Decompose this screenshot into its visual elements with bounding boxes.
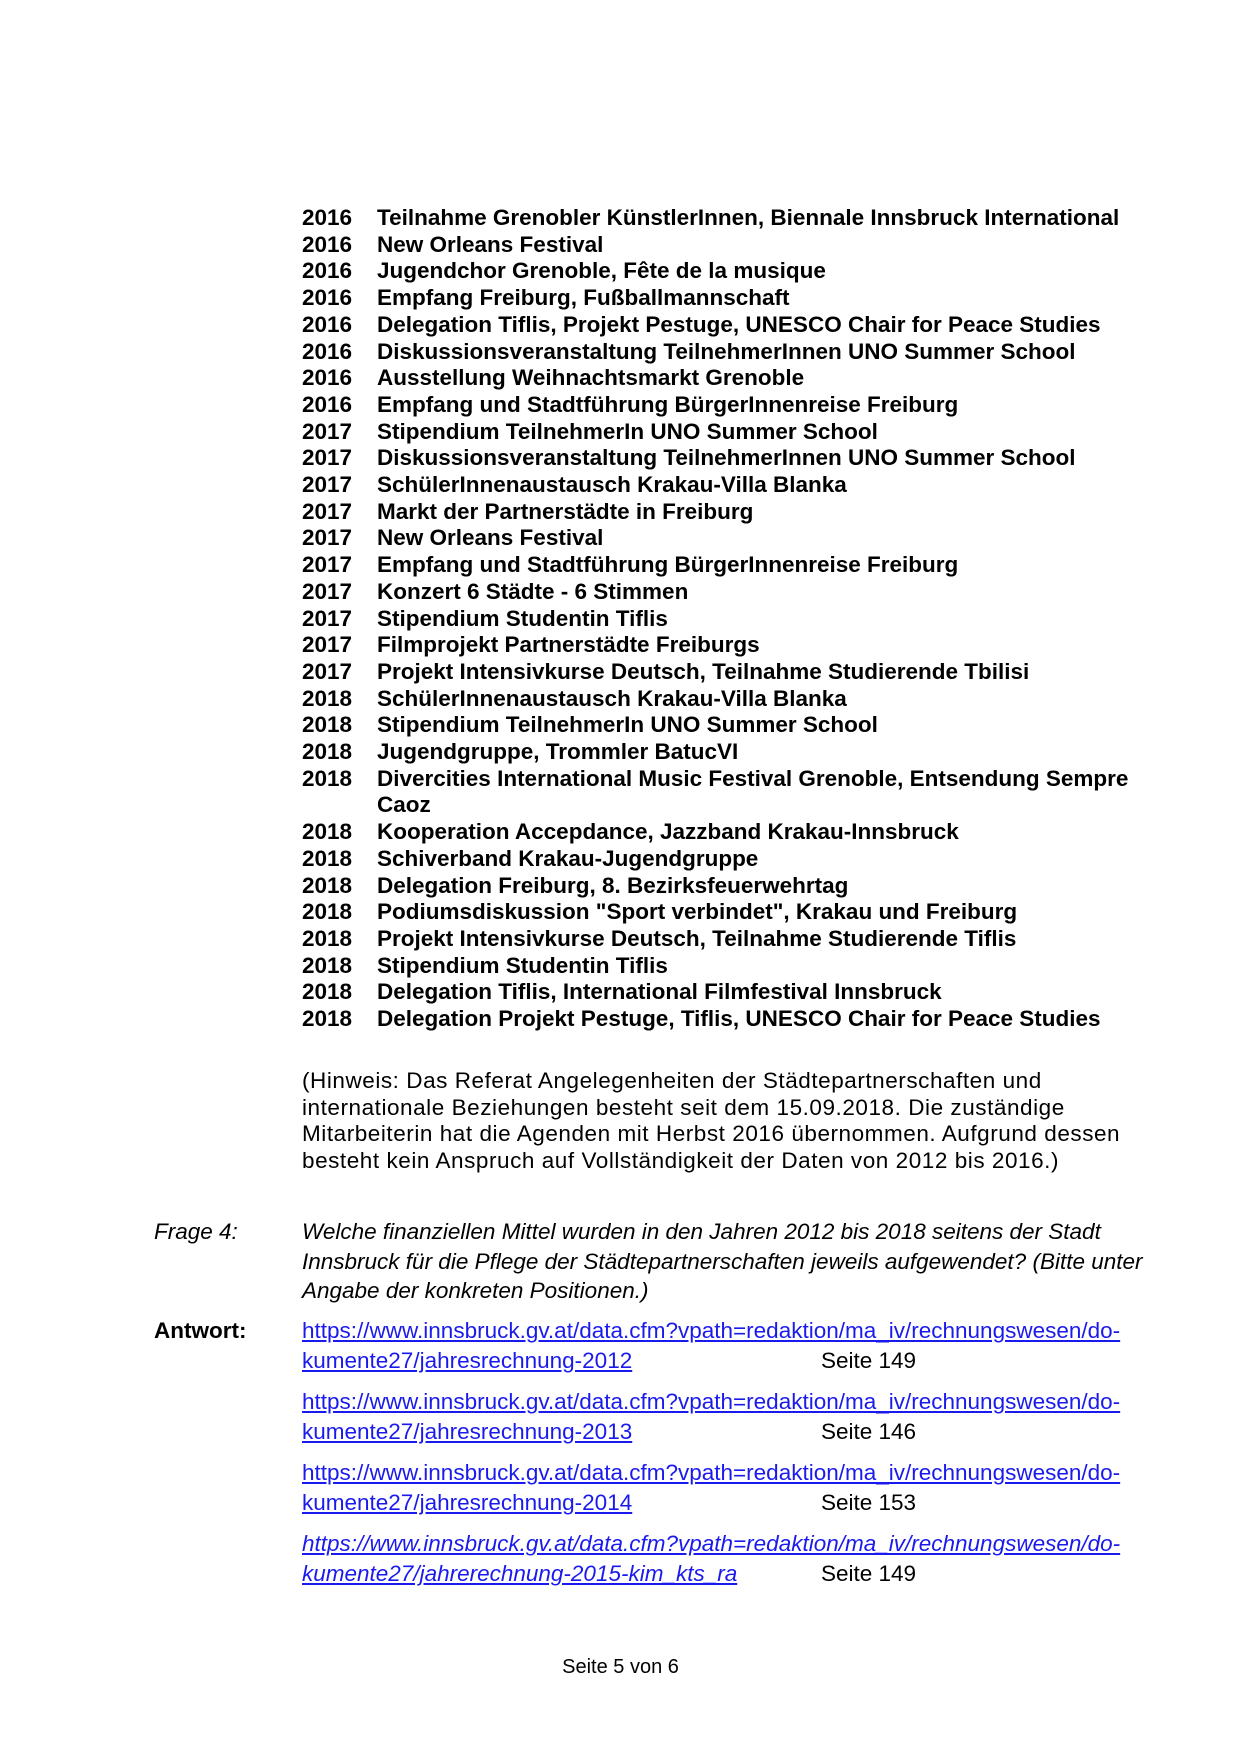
event-text: New Orleans Festival — [377, 525, 604, 551]
report-link-2012-url-line2[interactable]: kumente27/jahresrechnung-2012 — [302, 1348, 633, 1373]
event-year: 2016 — [302, 365, 353, 391]
report-link-2014-page: Seite 153 — [821, 1490, 917, 1515]
event-row — [302, 899, 1162, 926]
event-text: Schiverband Krakau-Jugendgruppe — [377, 845, 759, 871]
event-row — [302, 525, 1162, 552]
report-link-2015 — [302, 1529, 1152, 1589]
event-row — [302, 632, 1162, 659]
event-year: 2017 — [302, 605, 353, 631]
report-link-2014-url-line1[interactable]: https://www.innsbruck.gv.at/data.cfm?vpath=redaktion/ma_iv/rechnungswesen/do- — [302, 1460, 1121, 1485]
event-row — [302, 846, 1162, 873]
event-year: 2018 — [302, 872, 353, 898]
event-text: Empfang und Stadtführung BürgerInnenreise Freiburg — [377, 552, 959, 578]
report-link-2015-url-line2[interactable]: kumente27/jahrerechnung-2015-kim_kts_ra — [302, 1561, 738, 1586]
question-text: Welche finanziellen Mittel wurden in den Jahren 2012 bis 2018 seitens der Stadt Innsbruck für die Pflege der Städtepartnerschaften jeweils aufgewendet? (Bitte unter Angabe der konkreten Positionen.) — [302, 1219, 1143, 1303]
event-text: Teilnahme Grenobler KünstlerInnen, Biennale Innsbruck International — [377, 205, 1120, 230]
event-text: SchülerInnenaustausch Krakau-Villa Blanka — [377, 472, 847, 498]
event-text: Projekt Intensivkurse Deutsch, Teilnahme Studierende Tiflis — [377, 925, 1017, 951]
report-link-2013 — [302, 1387, 1152, 1447]
event-text: Stipendium TeilnehmerIn UNO Summer School — [377, 418, 878, 444]
report-link-2014 — [302, 1458, 1152, 1518]
event-row — [302, 285, 1162, 312]
answer-block — [154, 1316, 1154, 1600]
event-row — [302, 552, 1162, 579]
event-row — [302, 606, 1162, 633]
event-text: Markt der Partnerstädte in Freiburg — [377, 498, 754, 524]
page-footer: Seite 5 von 6 — [562, 1656, 679, 1678]
event-row — [302, 232, 1162, 259]
event-text: Diskussionsveranstaltung TeilnehmerInnen UNO Summer School — [377, 338, 1076, 364]
event-year: 2018 — [302, 845, 353, 871]
event-year: 2018 — [302, 819, 353, 845]
event-text: Delegation Tiflis, International Filmfestival Innsbruck — [377, 979, 942, 1005]
event-row — [302, 659, 1162, 686]
event-text: Ausstellung Weihnachtsmarkt Grenoble — [377, 365, 805, 391]
report-link-2014-url-line2[interactable]: kumente27/jahresrechnung-2014 — [302, 1490, 633, 1515]
event-row — [302, 1006, 1162, 1033]
event-text: Kooperation Accepdance, Jazzband Krakau-Innsbruck — [377, 819, 959, 845]
event-year: 2017 — [302, 525, 353, 551]
answer-label: Antwort: — [154, 1318, 247, 1343]
event-year: 2018 — [302, 952, 353, 978]
event-year: 2018 — [302, 765, 353, 791]
event-row — [302, 739, 1162, 766]
event-year: 2018 — [302, 925, 353, 951]
event-text: Projekt Intensivkurse Deutsch, Teilnahme Studierende Tbilisi — [377, 658, 1030, 684]
event-row — [302, 445, 1162, 472]
event-text: Empfang Freiburg, Fußballmannschaft — [377, 285, 790, 311]
event-text: Delegation Freiburg, 8. Bezirksfeuerwehrtag — [377, 872, 849, 898]
event-row — [302, 953, 1162, 980]
report-link-2015-url-line1[interactable]: https://www.innsbruck.gv.at/data.cfm?vpath=redaktion/ma_iv/rechnungswesen/do- — [302, 1531, 1121, 1556]
event-text: Konzert 6 Städte - 6 Stimmen — [377, 578, 689, 604]
event-row — [302, 205, 1162, 232]
event-row — [302, 499, 1162, 526]
question-block — [154, 1217, 1154, 1306]
event-year: 2018 — [302, 1006, 353, 1032]
event-year: 2018 — [302, 739, 353, 765]
report-link-2012-url-line1[interactable]: https://www.innsbruck.gv.at/data.cfm?vpath=redaktion/ma_iv/rechnungswesen/do- — [302, 1318, 1121, 1343]
answer-links — [302, 1316, 1152, 1600]
report-link-2012 — [302, 1316, 1152, 1376]
event-year: 2017 — [302, 498, 353, 524]
event-text: Empfang und Stadtführung BürgerInnenreise Freiburg — [377, 391, 959, 417]
event-year: 2018 — [302, 685, 353, 711]
event-row — [302, 766, 1162, 819]
event-row — [302, 712, 1162, 739]
event-list — [302, 205, 1162, 1033]
event-text: New Orleans Festival — [377, 231, 604, 257]
event-text: Diskussionsveranstaltung TeilnehmerInnen UNO Summer School — [377, 445, 1076, 471]
event-year: 2016 — [302, 338, 353, 364]
report-link-2013-url-line1[interactable]: https://www.innsbruck.gv.at/data.cfm?vpath=redaktion/ma_iv/rechnungswesen/do- — [302, 1389, 1121, 1414]
report-link-2012-page: Seite 149 — [821, 1348, 917, 1373]
event-row — [302, 365, 1162, 392]
event-year: 2018 — [302, 899, 353, 925]
event-row — [302, 339, 1162, 366]
event-text: Filmprojekt Partnerstädte Freiburgs — [377, 632, 760, 658]
event-row — [302, 873, 1162, 900]
event-year: 2018 — [302, 979, 353, 1005]
event-year: 2017 — [302, 472, 353, 498]
note-paragraph: (Hinweis: Das Referat Angelegenheiten der Städtepartnerschaften und internationale Beziehungen besteht seit dem 15.09.2018. Die zuständige Mitarbeiterin hat die Agenden mit Herbst 2016 übernommen. Aufgrund dessen besteht kein Anspruch auf Vollständigkeit der Daten von 2012 bis 2016.) — [302, 1068, 1121, 1174]
event-year: 2017 — [302, 418, 353, 444]
event-year: 2018 — [302, 712, 353, 738]
question-label: Frage 4: — [154, 1219, 238, 1244]
event-text: Stipendium TeilnehmerIn UNO Summer School — [377, 712, 878, 738]
event-text: Delegation Projekt Pestuge, Tiflis, UNESCO Chair for Peace Studies — [377, 1006, 1101, 1032]
event-year: 2016 — [302, 205, 353, 230]
report-link-2013-url-line2[interactable]: kumente27/jahresrechnung-2013 — [302, 1419, 633, 1444]
event-text: Jugendgruppe, Trommler BatucVI — [377, 739, 739, 765]
event-text: Jugendchor Grenoble, Fête de la musique — [377, 258, 826, 284]
event-year: 2016 — [302, 391, 353, 417]
event-row — [302, 979, 1162, 1006]
event-year: 2017 — [302, 632, 353, 658]
event-text: Stipendium Studentin Tiflis — [377, 952, 668, 978]
event-year: 2017 — [302, 658, 353, 684]
event-row — [302, 258, 1162, 285]
report-link-2013-page: Seite 146 — [821, 1419, 917, 1444]
event-row — [302, 472, 1162, 499]
report-link-2015-page: Seite 149 — [821, 1561, 917, 1586]
event-row — [302, 579, 1162, 606]
event-row — [302, 392, 1162, 419]
event-row — [302, 419, 1162, 446]
event-year: 2016 — [302, 311, 353, 337]
event-text: SchülerInnenaustausch Krakau-Villa Blanka — [377, 685, 847, 711]
event-year: 2017 — [302, 445, 353, 471]
event-text: Delegation Tiflis, Projekt Pestuge, UNESCO Chair for Peace Studies — [377, 311, 1101, 337]
event-year: 2017 — [302, 552, 353, 578]
event-text: Podiumsdiskussion "Sport verbindet", Krakau und Freiburg — [377, 899, 1018, 925]
event-year: 2016 — [302, 258, 353, 284]
event-year: 2017 — [302, 578, 353, 604]
event-year: 2016 — [302, 231, 353, 257]
event-text: Stipendium Studentin Tiflis — [377, 605, 668, 631]
event-row — [302, 819, 1162, 846]
event-row — [302, 312, 1162, 339]
event-row — [302, 926, 1162, 953]
event-year: 2016 — [302, 285, 353, 311]
event-row — [302, 686, 1162, 713]
event-text: Divercities International Music Festival Grenoble, Entsendung Sempre Caoz — [377, 765, 1129, 818]
